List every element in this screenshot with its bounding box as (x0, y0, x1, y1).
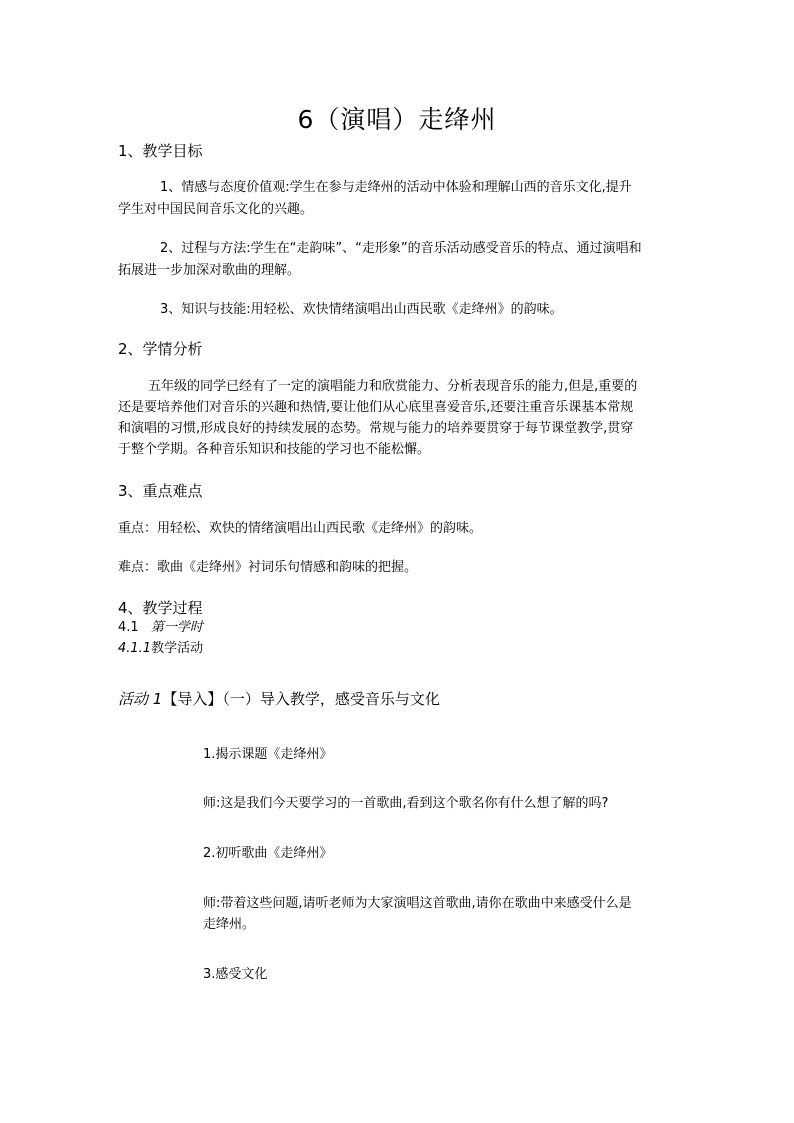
difficulty-point: 难点：歌曲《走绛州》衬词乐句情感和韵味的把握。 (118, 560, 418, 575)
key-point: 重点：用轻松、欢快的情绪演唱出山西民歌《走绛州》的韵味。 (118, 521, 483, 536)
subsection-4-1-number: 4.1 (118, 620, 139, 635)
subsection-4-1-1 (118, 638, 203, 660)
subsection-4-1-1-label: 教学活动 (151, 641, 204, 656)
analysis-line-4: 于整个学期。各种音乐知识和技能的学习也不能松懈。 (118, 442, 431, 457)
goal-item-3: 3、知识与技能:用轻松、欢快情绪演唱出山西民歌《走绛州》的韵味。 (160, 302, 563, 317)
subsection-4-1-1-number: 4.1.1 (118, 641, 152, 656)
step-2-teacher-line-2: 走绛州。 (203, 917, 256, 932)
activity-title: 【导入】（一）导入教学，感受音乐与文化 (162, 690, 440, 708)
section-heading-teaching-goals: 1、教学目标 (118, 142, 203, 160)
goal-item-1-continued: 学生对中国民间音乐文化的兴趣。 (118, 202, 314, 217)
analysis-line-1: 五年级的同学已经有了一定的演唱能力和欣赏能力、分析表现音乐的能力,但是,重要的 (148, 379, 638, 394)
goal-item-2-continued: 拓展进一步加深对歌曲的理解。 (118, 263, 301, 278)
section-heading-teaching-process: 4、教学过程 (118, 599, 203, 617)
section-heading-key-points: 3、重点难点 (118, 482, 203, 500)
activity-heading (118, 688, 440, 709)
step-2: 2.初听歌曲《走绛州》 (203, 846, 333, 861)
step-3: 3.感受文化 (203, 967, 268, 982)
step-1: 1.揭示课题《走绛州》 (203, 747, 333, 762)
subsection-4-1 (118, 617, 203, 639)
step-1-teacher: 师:这是我们今天要学习的一首歌曲,看到这个歌名你有什么想了解的吗? (203, 796, 609, 811)
analysis-line-3: 和演唱的习惯,形成良好的持续发展的态势。常规与能力的培养要贯穿于每节课堂教学,贯穿 (118, 421, 634, 436)
activity-prefix: 活动 1 (118, 690, 163, 708)
document-title: 6（演唱）走绛州 (297, 105, 497, 134)
goal-item-1: 1、情感与态度价值观:学生在参与走绛州的活动中体验和理解山西的音乐文化,提升 (160, 180, 632, 195)
goal-item-2: 2、过程与方法:学生在“走韵味”、“走形象”的音乐活动感受音乐的特点、通过演唱和 (160, 241, 642, 256)
step-2-teacher-line-1: 师:带着这些问题,请听老师为大家演唱这首歌曲,请你在歌曲中来感受什么是 (203, 896, 632, 911)
section-heading-learner-analysis: 2、学情分析 (118, 340, 203, 358)
subsection-4-1-label: 第一学时 (150, 620, 203, 635)
analysis-line-2: 还是要培养他们对音乐的兴趣和热情,要让他们从心底里喜爱音乐,还要注重音乐课基本常规 (118, 400, 634, 415)
